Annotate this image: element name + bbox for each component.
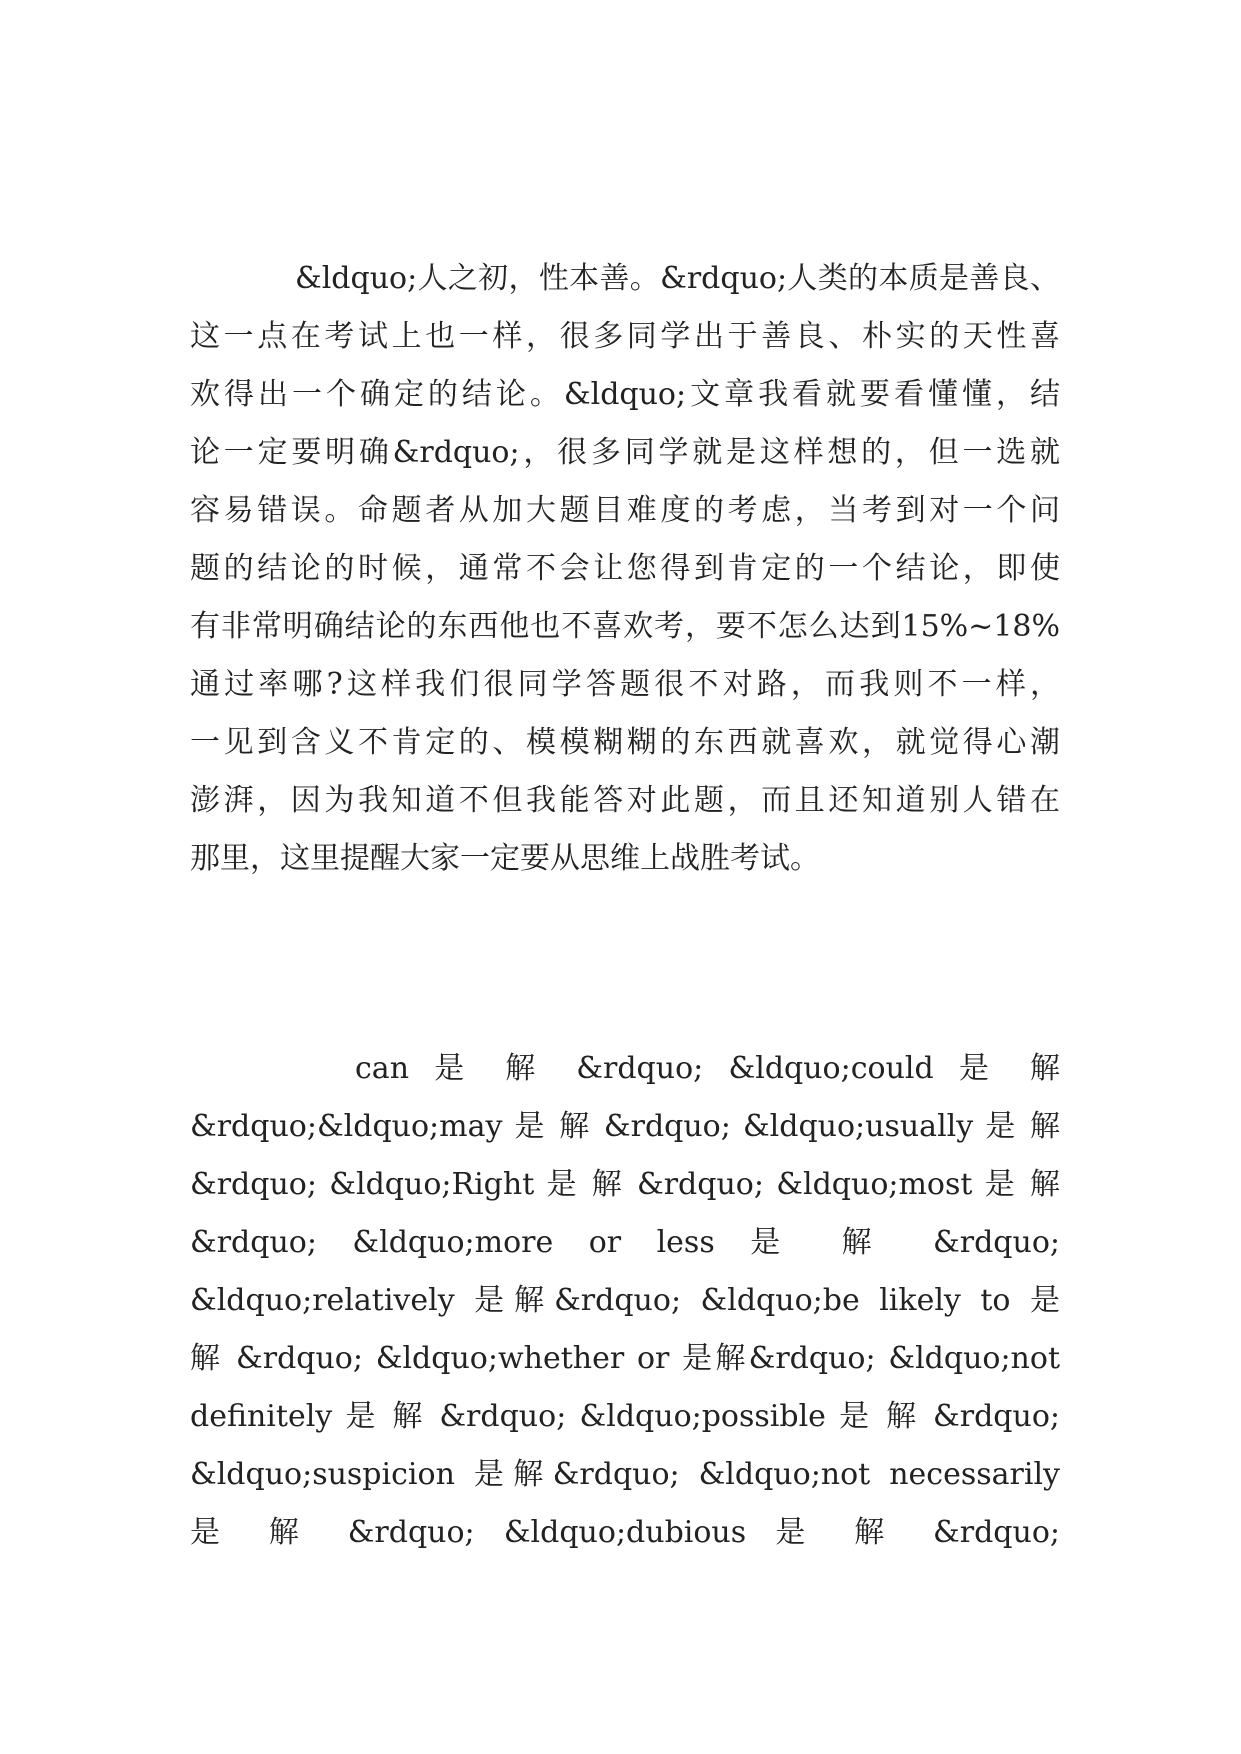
text-line: 有非常明确结论的东西他也不喜欢考，要不怎么达到15%~18% — [190, 609, 1060, 644]
text-line: &rdquo;&ldquo;may 是 解 &rdquo; &ldquo;usually 是 解 — [190, 1109, 1060, 1144]
text-line: &ldquo;relatively 是解&rdquo; &ldquo;be likely to 是 — [190, 1283, 1060, 1318]
text-line: 容易错误。命题者从加大题目难度的考虑，当考到对一个问 — [190, 493, 1060, 528]
text-line: &ldquo;人之初，性本善。&rdquo;人类的本质是善良、 — [295, 261, 1060, 296]
text-line: 那里，这里提醒大家一定要从思维上战胜考试。 — [190, 841, 820, 876]
text-line: 论一定要明确&rdquo;，很多同学就是这样想的，但一选就 — [190, 435, 1060, 470]
text-line: 解 &rdquo; &ldquo;whether or 是解&rdquo; &ldquo;not — [190, 1341, 1060, 1376]
paragraph-key-words — [190, 1040, 1060, 1562]
text-line: &rdquo; &ldquo;more or less 是 解 &rdquo; — [190, 1225, 1060, 1260]
text-line: can 是 解 &rdquo; &ldquo;could 是 解 — [355, 1051, 1060, 1086]
text-line: definitely 是 解 &rdquo; &ldquo;possible 是 解 &rdquo; — [190, 1399, 1060, 1434]
text-line: 澎湃，因为我知道不但我能答对此题，而且还知道别人错在 — [190, 783, 1060, 818]
text-line: 欢得出一个确定的结论。&ldquo;文章我看就要看懂懂，结 — [190, 377, 1060, 412]
paragraph-human-nature — [190, 250, 1060, 888]
text-line: 题的结论的时候，通常不会让您得到肯定的一个结论，即使 — [190, 551, 1060, 586]
text-line: 是 解 &rdquo; &ldquo;dubious 是 解 &rdquo; — [190, 1515, 1060, 1550]
text-line: &rdquo; &ldquo;Right 是 解 &rdquo; &ldquo;most 是 解 — [190, 1167, 1060, 1202]
text-line: 这一点在考试上也一样，很多同学出于善良、朴实的天性喜 — [190, 319, 1060, 354]
text-line: 通过率哪?这样我们很同学答题很不对路，而我则不一样， — [190, 667, 1060, 702]
text-line: 一见到含义不肯定的、模模糊糊的东西就喜欢，就觉得心潮 — [190, 725, 1060, 760]
text-line: &ldquo;suspicion 是解&rdquo; &ldquo;not necessarily — [190, 1457, 1060, 1492]
